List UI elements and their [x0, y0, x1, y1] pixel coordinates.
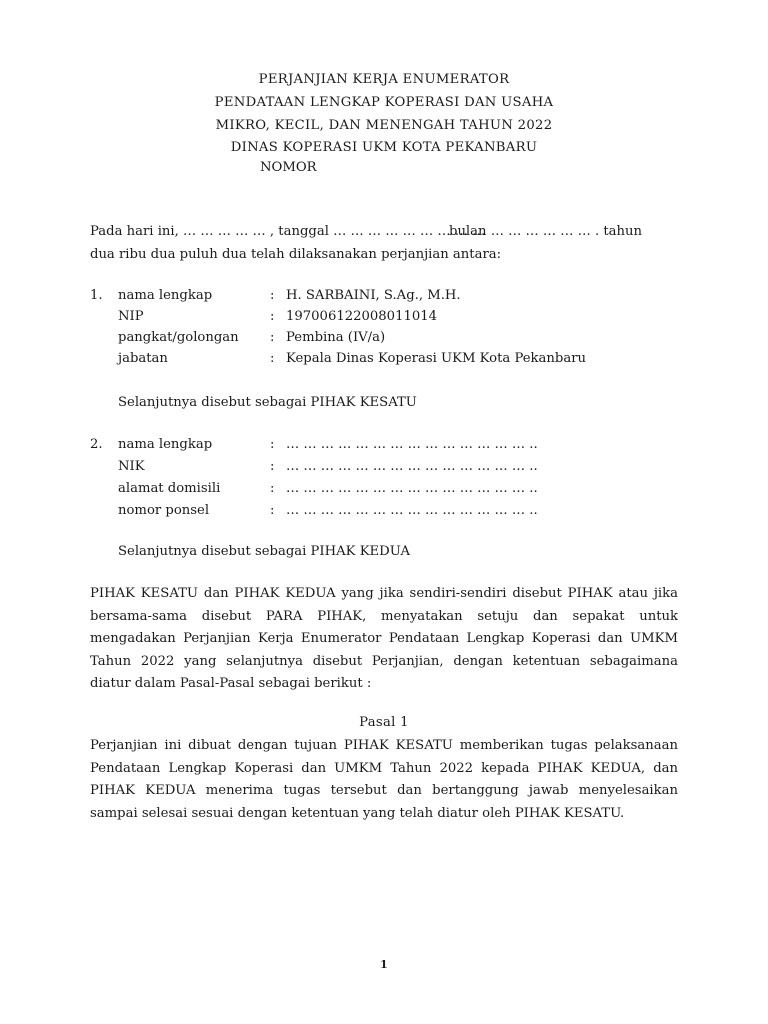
party-1-name-value: H. SARBAINI, S.Ag., M.H.	[286, 288, 461, 303]
party-2-nik-blank: … … … … … … … … … … … … … … ..	[286, 459, 538, 474]
party-2-colon: :	[270, 437, 275, 452]
document-title-line-1: PERJANJIAN KERJA ENUMERATOR	[258, 72, 510, 87]
party-2-colon: :	[270, 459, 275, 474]
party-2-phone-label: nomor ponsel	[118, 503, 210, 518]
party-1-position-label: jabatan	[118, 351, 168, 366]
pasal-1-paragraph: Perjanjian ini dibuat dengan tujuan PIHAK KESATU memberikan tugas pelaksanaan Pendataan Lengkap Koperasi dan UMKM Tahun 2022 kepada PIHAK KEDUA, dan PIHAK KEDUA menerima tugas tersebut dan bertanggung jawab menyelesaikan sampai selesai sesuai dengan ketentuan yang telah diatur oleh PIHAK KESATU.	[90, 738, 678, 821]
party-1-rank-label: pangkat/golongan	[118, 330, 239, 345]
opening-line-1-month-year: bulan … … … … … … . tahun	[449, 224, 643, 239]
agreement-paragraph: PIHAK KESATU dan PIHAK KEDUA yang jika sendiri-sendiri disebut PIHAK atau jika bersama-sama disebut PARA PIHAK, menyatakan setuju dan sepakat untuk mengadakan Perjanjian Kerja Enumerator Pendataan Lengkap Koperasi dan UMKM Tahun 2022 yang selanjutnya disebut Perjanjian, dengan ketentuan sebagaimana diatur dalam Pasal-Pasal sebagai berikut :	[90, 586, 678, 692]
opening-line-1: Pada hari ini, … … … … … , tanggal … … … … … … … … …	[90, 224, 486, 239]
party-1-colon: :	[270, 288, 275, 303]
party-2-name-blank: … … … … … … … … … … … … … … ..	[286, 437, 538, 452]
document-title-line-2: PENDATAAN LENGKAP KOPERASI DAN USAHA	[214, 95, 554, 110]
party-2-address-label: alamat domisili	[118, 481, 221, 496]
party-1-name-label: nama lengkap	[118, 288, 213, 303]
party-2-colon: :	[270, 481, 275, 496]
party-2-number: 2.	[90, 437, 103, 452]
party-1-colon: :	[270, 309, 275, 324]
party-2-address-blank: … … … … … … … … … … … … … … ..	[286, 481, 538, 496]
nomor-label: NOMOR	[260, 160, 317, 175]
pasal-1-heading: Pasal 1	[359, 715, 409, 730]
party-2-colon: :	[270, 503, 275, 518]
page-number: 1	[380, 958, 388, 971]
party-1-number: 1.	[90, 288, 103, 303]
party-1-designation: Selanjutnya disebut sebagai PIHAK KESATU	[118, 395, 417, 410]
document-title-line-3: MIKRO, KECIL, DAN MENENGAH TAHUN 2022	[215, 118, 553, 133]
party-1-nip-value: 197006122008011014	[286, 309, 438, 324]
opening-line-2: dua ribu dua puluh dua telah dilaksanakan perjanjian antara:	[90, 247, 502, 262]
party-1-position-value: Kepala Dinas Koperasi UKM Kota Pekanbaru	[286, 351, 586, 366]
document-title-line-4: DINAS KOPERASI UKM KOTA PEKANBARU	[230, 140, 538, 155]
party-2-phone-blank: … … … … … … … … … … … … … … ..	[286, 503, 538, 518]
party-1-colon: :	[270, 330, 275, 345]
party-1-nip-label: NIP	[118, 309, 144, 324]
party-2-name-label: nama lengkap	[118, 437, 213, 452]
party-1-colon: :	[270, 351, 275, 366]
party-2-nik-label: NIK	[118, 459, 145, 474]
party-1-rank-value: Pembina (IV/a)	[286, 330, 386, 345]
party-2-designation: Selanjutnya disebut sebagai PIHAK KEDUA	[118, 544, 410, 559]
